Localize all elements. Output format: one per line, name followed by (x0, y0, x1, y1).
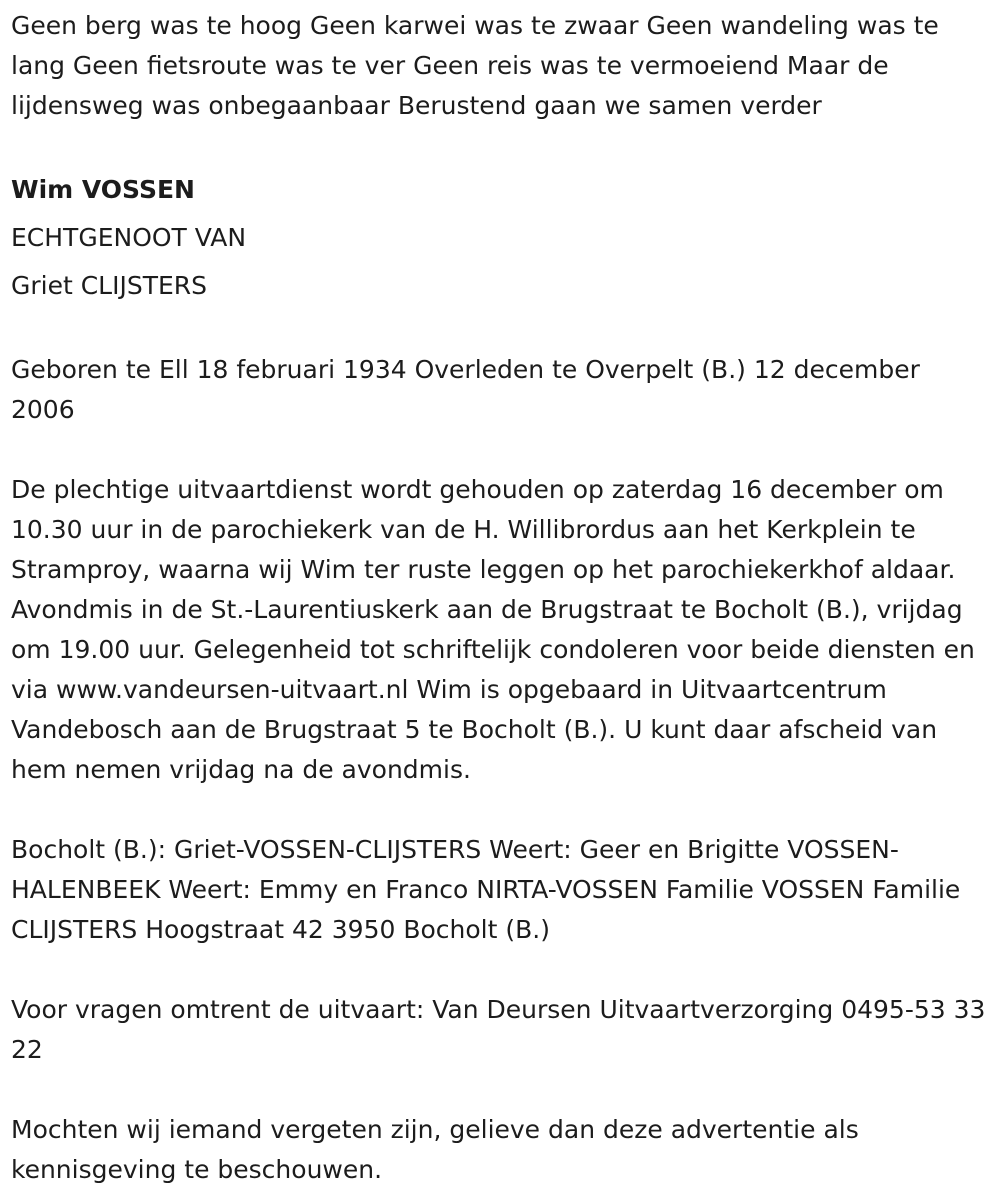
family-paragraph: Bocholt (B.): Griet-VOSSEN-CLIJSTERS Weert: Geer en Brigitte VOSSEN-HALENBEEK Weert: Emmy en Franco NIRTA-VOSSEN Familie VOSSEN Familie CLIJSTERS Hoogstraat 42 3950 Bocholt (B.) (11, 835, 961, 944)
spouse-name: Griet CLIJSTERS (11, 271, 208, 300)
poem-paragraph: Geen berg was te hoog Geen karwei was te zwaar Geen wandeling was te lang Geen fietsroute was te ver Geen reis was te vermoeiend Maar de lijdensweg was onbegaanbaar Berustend gaan we samen verder (11, 11, 939, 120)
spacer (11, 310, 991, 350)
obituary-document (11, 6, 991, 1190)
spacer (11, 790, 991, 830)
deceased-name: Wim VOSSEN (11, 175, 195, 204)
closing-paragraph: Mochten wij iemand vergeten zijn, gelieve dan deze advertentie als kennisgeving te beschouwen. (11, 1115, 859, 1184)
contact-paragraph: Voor vragen omtrent de uitvaart: Van Deursen Uitvaartverzorging 0495-53 33 22 (11, 995, 986, 1064)
relation-label: ECHTGENOOT VAN (11, 223, 247, 252)
spacer (11, 950, 991, 990)
spacer (11, 430, 991, 470)
birth-death-paragraph: Geboren te Ell 18 februari 1934 Overleden te Overpelt (B.) 12 december 2006 (11, 355, 920, 424)
service-info-paragraph: De plechtige uitvaartdienst wordt gehouden op zaterdag 16 december om 10.30 uur in de parochiekerk van de H. Willibrordus aan het Kerkplein te Stramproy, waarna wij Wim ter ruste leggen op het parochiekerkhof aldaar. Avondmis in de St.-Laurentiuskerk aan de Brugstraat te Bocholt (B.), vrijdag om 19.00 uur. Gelegenheid tot schriftelijk condoleren voor beide diensten en via www.vandeursen-uitvaart.nl Wim is opgebaard in Uitvaartcentrum Vandebosch aan de Brugstraat 5 te Bocholt (B.). U kunt daar afscheid van hem nemen vrijdag na de avondmis. (11, 475, 975, 784)
spacer (11, 126, 991, 166)
spacer (11, 1070, 991, 1110)
